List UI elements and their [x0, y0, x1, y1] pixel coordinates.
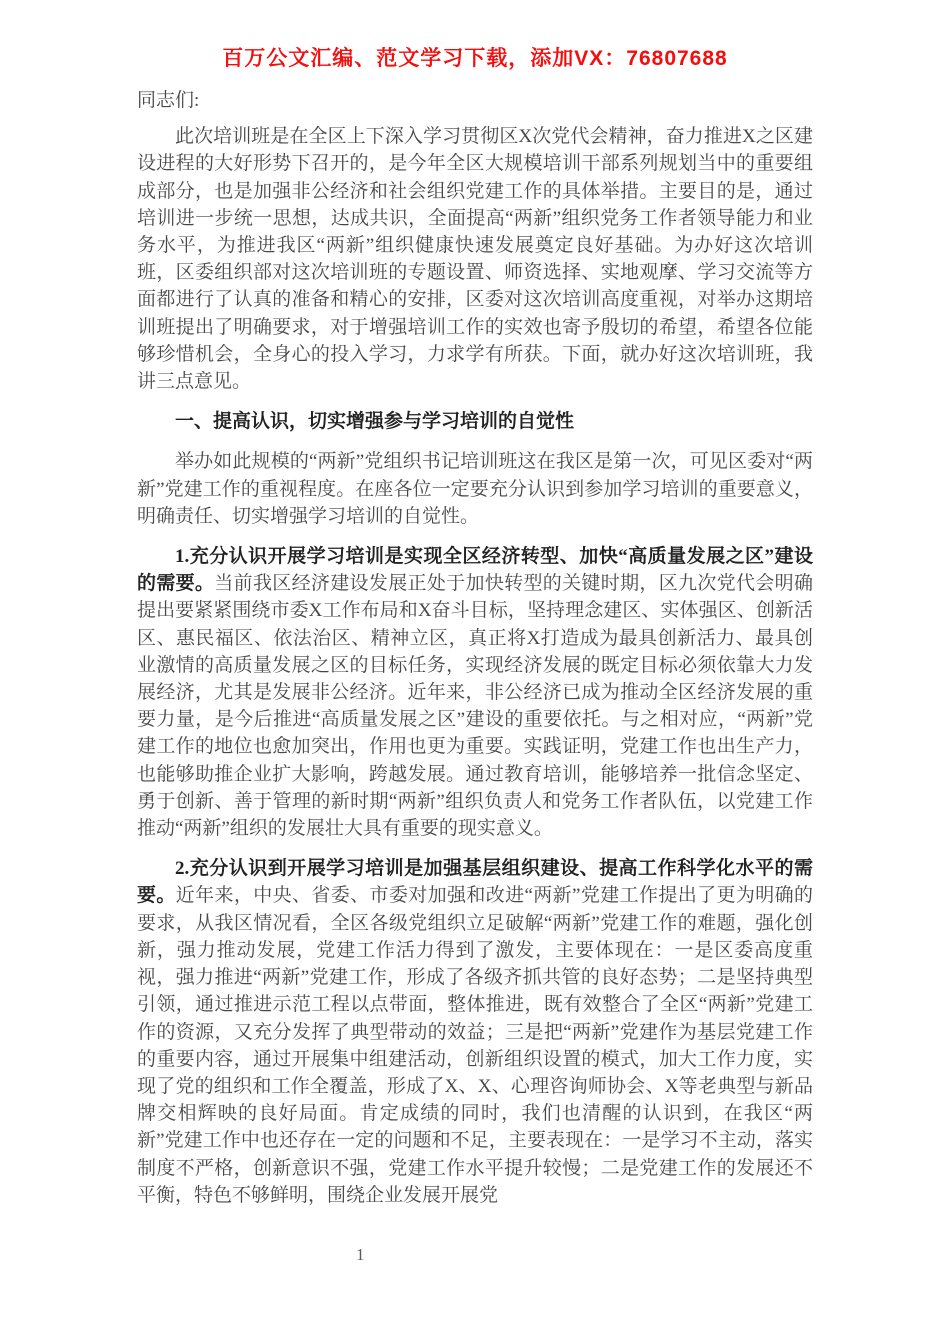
- document-body: [137, 87, 813, 1222]
- paragraph: 此次培训班是在全区上下深入学习贯彻区X次党代会精神，奋力推进X之区建设进程的大好形势下召开的，是今年全区大规模培训干部系列规划当中的重要组成部分，也是加强非公经济和社会组织党建工作的具体举措。主要目的是，通过培训进一步统一思想，达成共识，全面提高“两新”组织党务工作者领导能力和业务水平，为推进我区“两新”组织健康快速发展奠定良好基础。为办好这次培训班，区委组织部对这次培训班的专题设置、师资选择、实地观摩、学习交流等方面都进行了认真的准备和精心的安排，区委对这次培训高度重视，对举办这期培训班提出了明确要求，对于增强培训工作的实效也寄予殷切的希望，希望各位能够珍惜机会，全身心的投入学习，力求学有所获。下面，就办好这次培训班，我讲三点意见。: [137, 126, 813, 393]
- paragraph: 1.充分认识开展学习培训是实现全区经济转型、加快“高质量发展之区”建设的需要。当前我区经济建设发展正处于加快转型的关键时期，区九次党代会明确提出要紧紧围绕市委X工作布局和X奋斗目标，坚持理念建区、实体强区、创新活区、惠民福区、依法治区、精神立区，真正将X打造成为最具创新活力、最具创业激情的高质量发展之区的目标任务，实现经济发展的既定目标必须依靠大力发展经济，尤其是发展非公经济。近年来，非公经济已成为推动全区经济发展的重要力量，是今后推进“高质量发展之区”建设的重要依托。与之相对应，“两新”党建工作的地位也愈加突出，作用也更为重要。实践证明，党建工作也出生产力，也能够助推企业扩大影响，跨越发展。通过教育培训，能够培养一批信念坚定、勇于创新、善于管理的新时期“两新”组织负责人和党务工作者队伍，以党建工作推动“两新”组织的发展壮大具有重要的现实意义。: [137, 546, 813, 840]
- promo-header-text: 百万公文汇编、范文学习下载，添加VX：76807688: [222, 47, 728, 70]
- paragraph-bold-lead: 2.充分认识到开展学习培训是加强基层组织建设、提高工作科学化水平的需要。: [137, 858, 813, 907]
- page-number: 1: [356, 1245, 365, 1264]
- section-heading: 一、提高认识，切实增强参与学习培训的自觉性: [175, 411, 575, 433]
- paragraph: 举办如此规模的“两新”党组织书记培训班这在我区是第一次，可见区委对“两新”党建工作的重视程度。在座各位一定要充分认识到参加学习培训的重要意义，明确责任、切实增强学习培训的自觉性。: [137, 451, 813, 527]
- salutation: 同志们:: [137, 90, 200, 111]
- paragraph: 2.充分认识到开展学习培训是加强基层组织建设、提高工作科学化水平的需要。近年来，中央、省委、市委对加强和改进“两新”党建工作提出了更为明确的要求，从我区情况看，全区各级党组织立足破解“两新”党建工作的难题，强化创新，强力推动发展，党建工作活力得到了激发，主要体现在：一是区委高度重视，强力推进“两新”党建工作，形成了各级齐抓共管的良好态势；二是坚持典型引领，通过推进示范工程以点带面，整体推进，既有效整合了全区“两新”党建工作的资源，又充分发挥了典型带动的效益；三是把“两新”党建作为基层党建工作的重要内容，通过开展集中组建活动，创新组织设置的模式，加大工作力度，实现了党的组织和工作全覆盖，形成了X、X、心理咨询师协会、X等老典型与新品牌交相辉映的良好局面。肯定成绩的同时，我们也清醒的认识到，在我区“两新”党建工作中也还存在一定的问题和不足，主要表现在：一是学习不主动，落实制度不严格，创新意识不强，党建工作水平提升较慢；二是党建工作的发展还不平衡，特色不够鲜明，围绕企业发展开展党: [137, 858, 813, 1206]
- paragraph-bold-lead: 1.充分认识开展学习培训是实现全区经济转型、加快“高质量发展之区”建设的需要。: [137, 546, 813, 595]
